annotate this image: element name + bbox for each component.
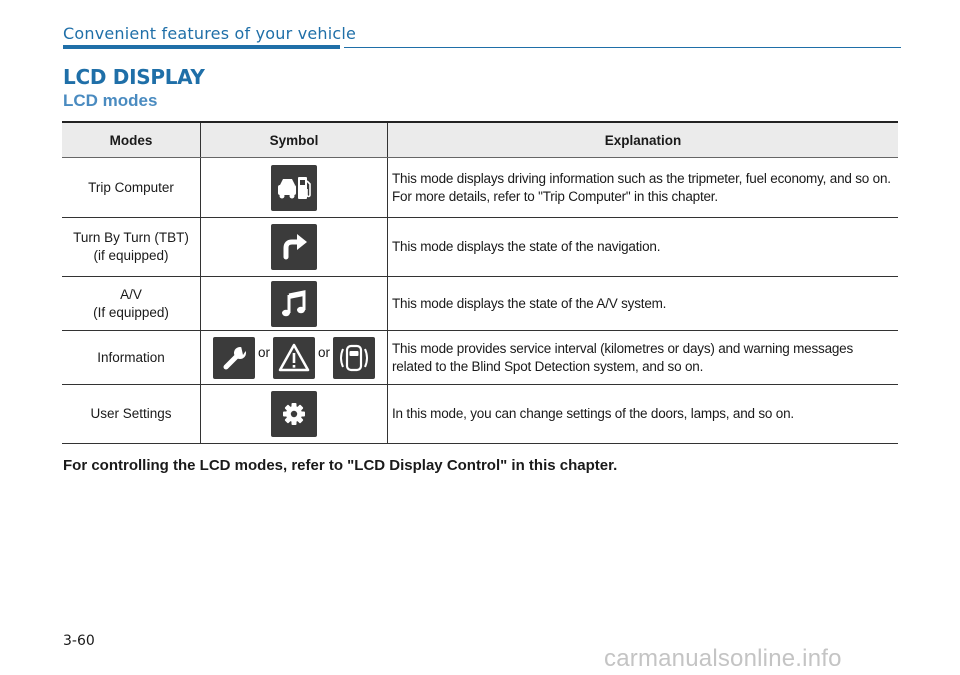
- mode-label: Information: [97, 349, 165, 365]
- explanation-cell: [388, 385, 899, 444]
- table-row: [62, 331, 898, 385]
- symbol-cell: [201, 158, 388, 218]
- header-symbol: Symbol: [201, 122, 388, 158]
- page-subtitle: LCD modes: [63, 91, 158, 110]
- table-row: [62, 158, 898, 218]
- explanation-text: In this mode, you can change settings of the doors, lamps, and so on.: [392, 406, 794, 421]
- mode-cell: [62, 385, 201, 444]
- symbol-cell: [201, 385, 388, 444]
- section-title: Convenient features of your vehicle: [63, 24, 357, 43]
- table-header-row: [62, 122, 898, 158]
- explanation-text-2: For more details, refer to "Trip Computer" in this chapter.: [392, 188, 718, 204]
- table-row: [62, 385, 898, 444]
- mode-label-note: (If equipped): [93, 304, 169, 320]
- symbol-cell: [201, 277, 388, 331]
- explanation-cell: [388, 158, 899, 218]
- warning-icon: [273, 337, 315, 379]
- mode-label: A/V: [120, 286, 142, 302]
- or-label: or: [257, 345, 270, 360]
- lcd-modes-table: [62, 121, 898, 444]
- explanation-cell: [388, 277, 899, 331]
- table-row: [62, 218, 898, 277]
- mode-label: Turn By Turn (TBT): [73, 230, 189, 245]
- mode-cell: [62, 331, 201, 385]
- explanation-text: This mode displays the state of the navigation.: [392, 239, 661, 254]
- symbol-cell: [201, 218, 388, 277]
- mode-cell: [62, 218, 201, 277]
- mode-cell: [62, 158, 201, 218]
- symbol-cell: [201, 331, 388, 385]
- mode-label-note: (if equipped): [93, 248, 169, 263]
- watermark: carmanualsonline.info: [604, 645, 842, 672]
- wrench-icon: [213, 337, 255, 379]
- header-modes: Modes: [62, 122, 201, 158]
- page-title: LCD DISPLAY: [63, 65, 205, 89]
- header-rule-thick: [63, 45, 340, 49]
- mode-label: User Settings: [90, 406, 172, 421]
- explanation-text: This mode provides service interval (kilometres or days) and warning messages related to the Blind Spot Detection system, and so on.: [392, 340, 854, 374]
- note-reference: LCD Display Control: [354, 457, 501, 474]
- turn-arrow-icon: [271, 224, 317, 270]
- music-note-icon: [271, 281, 317, 327]
- mode-label: Trip Computer: [88, 179, 174, 195]
- gear-icon: [271, 391, 317, 437]
- explanation-cell: [388, 331, 899, 385]
- page-number: 3-60: [63, 633, 95, 649]
- reference-note: [63, 457, 617, 474]
- blind-spot-icon: [333, 337, 375, 379]
- table-row: [62, 277, 898, 331]
- mode-cell: [62, 277, 201, 331]
- note-text-before: For controlling the LCD modes, refer to ": [63, 457, 355, 474]
- header-explanation: Explanation: [388, 122, 899, 158]
- explanation-text: This mode displays driving information such as the tripmeter, fuel economy, and so on.: [392, 170, 891, 186]
- explanation-text: This mode displays the state of the A/V system.: [392, 295, 667, 311]
- or-label: or: [318, 345, 331, 360]
- header-rule-thin: [344, 47, 901, 48]
- explanation-cell: [388, 218, 899, 277]
- trip-computer-icon: [271, 165, 317, 211]
- note-text-after: " in this chapter.: [500, 457, 618, 474]
